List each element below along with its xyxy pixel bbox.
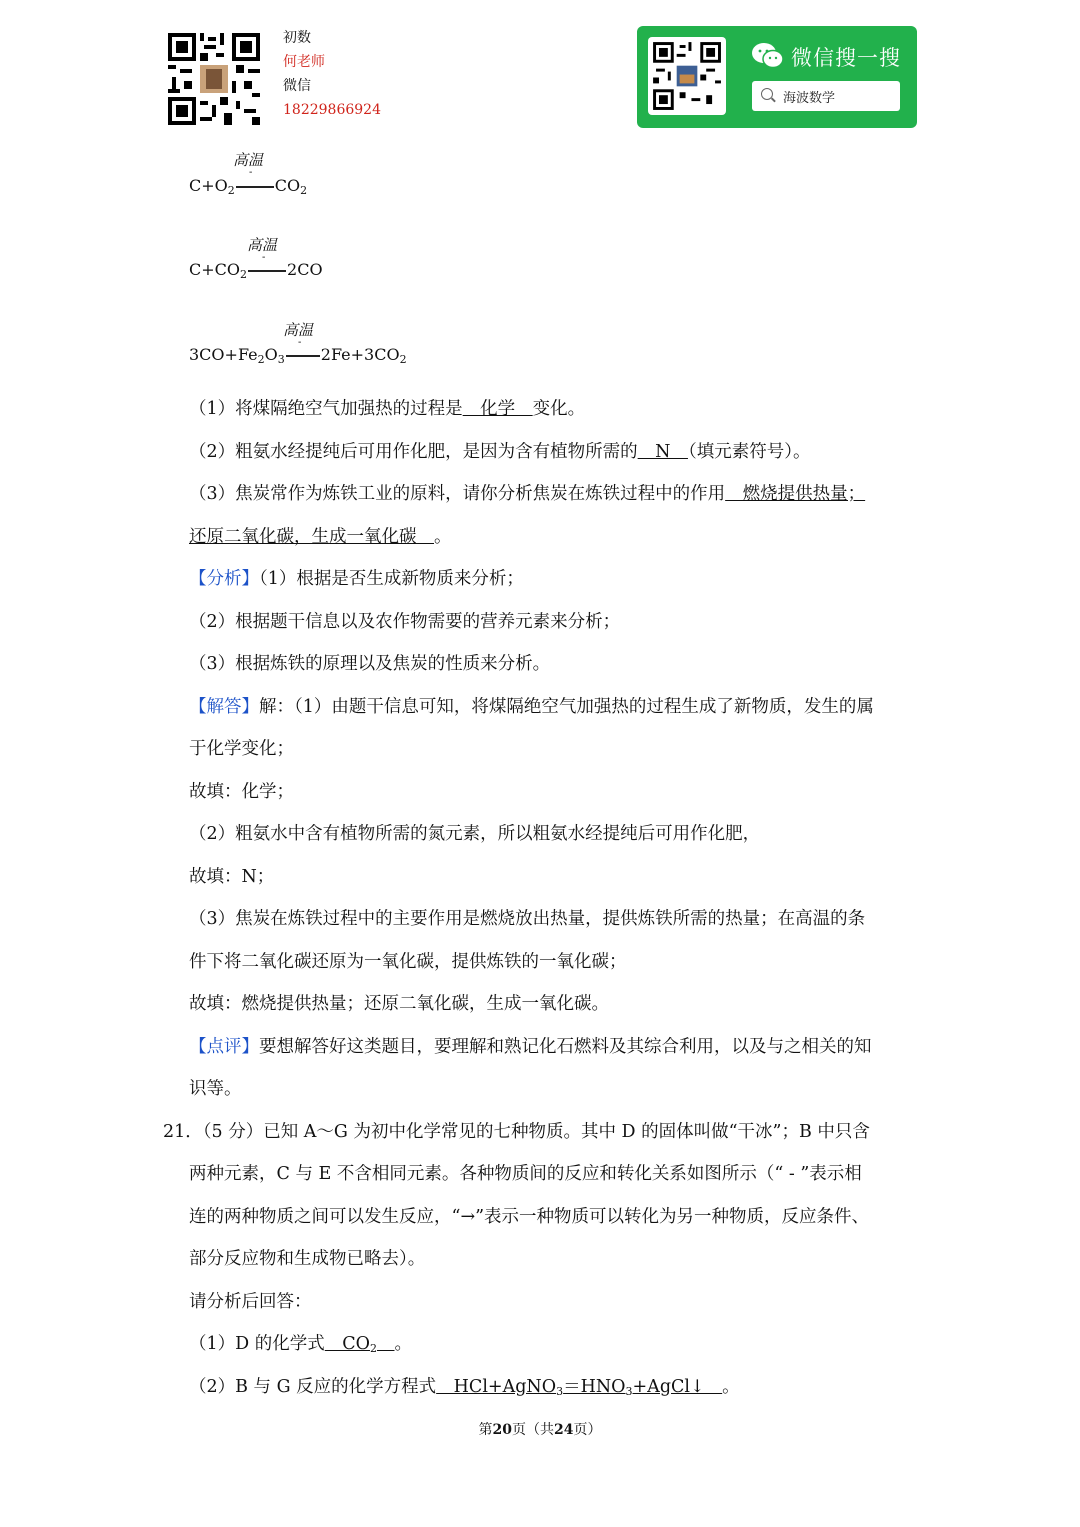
q20-analysis: 【分析】（1）根据是否生成新物质来分析； [189, 569, 524, 589]
contact-label-wechat: 微信 [283, 78, 311, 94]
q20-analysis-3: （3）根据炼铁的原理以及焦炭的性质来分析。 [189, 654, 551, 674]
wechat-search-card [637, 26, 917, 128]
q20-part3-cont: 还原二氧化碳，生成一氧化碳 。 [189, 527, 452, 547]
page-number: 20 [492, 1422, 512, 1438]
q20-answer-3b-text: 件下将二氧化碳还原为一氧化碳，提供炼铁的一氧化碳； [189, 952, 627, 972]
teacher-contact [283, 26, 381, 122]
wechat-qr-code [648, 37, 726, 115]
eq1-condition-mark: - [249, 167, 253, 178]
q20-fill-3: 故填：燃烧提供热量；还原二氧化碳，生成一氧化碳。 [189, 994, 609, 1014]
q20-fill-1: 故填：化学； [189, 782, 294, 802]
q21-answer-1-value: $CO_2$ [324, 1334, 377, 1355]
wechat-card-title: 微信搜一搜 [791, 46, 901, 70]
q21-answer-2: （2）B 与 G 反应的化学方程式 $HCl+AgNO_3=HNO_3+AgCl↓$ 。 [189, 1377, 740, 1398]
q21-answer-2-value: $HCl+AgNO_3=HNO_3+AgCl↓$ [436, 1377, 723, 1398]
q20-review: 【点评】要想解答好这类题目，要理解和熟记化石燃料及其综合利用，以及与之相关的知 [189, 1037, 872, 1057]
wechat-search-text: 海波数学 [783, 91, 836, 106]
teacher-qr-code [168, 33, 260, 125]
equation-2: $C+CO_2$ 2CO [189, 260, 323, 281]
equation-1: $C+O_2$ $CO_2$ [189, 176, 308, 197]
q20-analysis-2: （2）根据题干信息以及农作物需要的营养元素来分析； [189, 612, 621, 632]
q21-line4: 部分反应物和生成物已略去）。 [189, 1249, 426, 1269]
q20-part1: （1）将煤隔绝空气加强热的过程是 化学 变化。 [189, 399, 586, 419]
q20-answer-1b: 于化学变化； [189, 739, 294, 759]
q20-answer-2-text: （2）粗氨水中含有植物所需的氮元素，所以粗氨水经提纯后可用作化肥， [189, 824, 761, 844]
q21-line3: 连的两种物质之间可以发生反应，“→”表示一种物质可以转化为另一种物质，反应条件、 [189, 1207, 870, 1227]
analysis-tag: 【分析】 [189, 569, 259, 589]
contact-teacher-name: 何老师 [283, 54, 325, 70]
qr-pattern [168, 33, 260, 125]
wechat-search-box[interactable] [752, 81, 900, 111]
q20-answer-3a-text: （3）焦炭在炼铁过程中的主要作用是燃烧放出热量，提供炼铁所需的热量；在高温的条 [189, 909, 866, 929]
q20-fill-2: 故填：N； [189, 867, 275, 887]
q20-part2: （2）粗氨水经提纯后可用作化肥，是因为含有植物所需的 N （填元素符号）。 [189, 442, 811, 462]
q20-review-b: 识等。 [189, 1079, 242, 1099]
review-tag: 【点评】 [189, 1037, 259, 1057]
page-total: 24 [554, 1422, 574, 1438]
wechat-logo-icon [751, 42, 785, 70]
contact-phone: 18229866924 [283, 102, 381, 118]
contact-label-grade: 初数 [283, 30, 311, 46]
q21-line1: 21．（5 分）已知 A～G 为初中化学常见的七种物质。其中 D 的固体叫做“干冰”；B 中只含 [163, 1122, 870, 1142]
search-icon [761, 88, 773, 100]
eq3-condition-mark: - [298, 337, 302, 348]
page-footer: 第20页（共24页） [478, 1422, 602, 1438]
q21-answer-1: （1）D 的化学式 $CO_2$ 。 [189, 1334, 412, 1355]
q20-answer-1: 化学 [462, 399, 533, 419]
eq3-condition: 高温 [283, 321, 314, 339]
q20-answer: 【解答】解：（1）由题干信息可知，将煤隔绝空气加强热的过程生成了新物质，发生的属 [189, 697, 874, 717]
q21-line5: 请分析后回答： [189, 1292, 312, 1312]
answer-tag: 【解答】 [189, 697, 259, 717]
eq1-condition: 高温 [233, 151, 264, 169]
q20-answer-2: N [637, 442, 688, 462]
q21-line2: 两种元素，C 与 E 不含相同元素。各种物质间的反应和转化关系如图所示（“ - ”表示相 [189, 1164, 862, 1184]
q20-answer-3a: 燃烧提供热量； [725, 484, 866, 504]
eq2-condition-mark: - [262, 252, 266, 263]
equation-3: $3CO+Fe_2O_3$ $2Fe+3CO_2$ [189, 345, 407, 366]
q20-answer-3b: 还原二氧化碳，生成一氧化碳 [189, 527, 434, 547]
wechat-qr-pattern [648, 37, 726, 115]
eq2-condition: 高温 [247, 236, 278, 254]
q20-part3: （3）焦炭常作为炼铁工业的原料，请你分析焦炭在炼铁过程中的作用 燃烧提供热量； [189, 484, 866, 504]
